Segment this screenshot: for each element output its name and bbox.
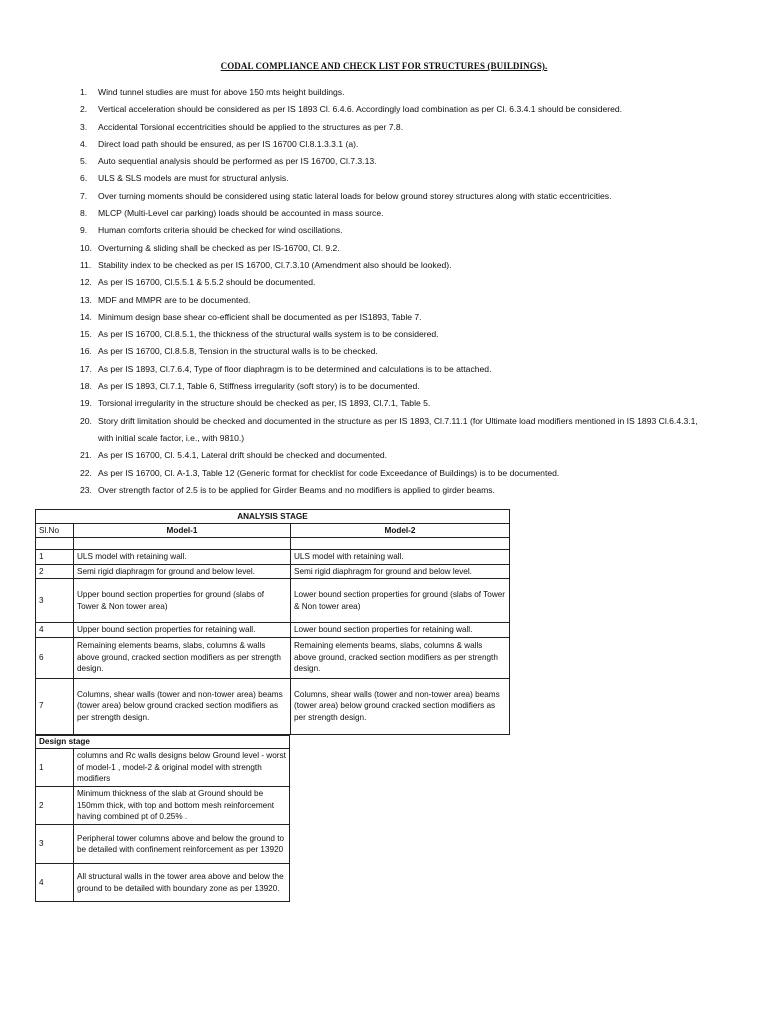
list-item (80, 119, 720, 136)
item-text: Human comforts criteria should be checked for wind oscillations. (98, 225, 343, 236)
item-text: Over strength factor of 2.5 is to be applied for Girder Beams and no modifiers is applied to girder beams. (98, 484, 495, 495)
item-number: 5. (80, 156, 88, 167)
model-2-cell: Semi rigid diaphragm for ground and below level. (291, 564, 510, 579)
item-text: Story drift limitation should be checked and documented in the structure as per IS 1893, Cl.7.11.1 (for Ultimate load modifiers mentioned in IS 1893 Cl.6.4.3.1, with initial scale factor, i.e., with 9810.) (98, 415, 698, 443)
page-title: CODAL COMPLIANCE AND CHECK LIST FOR STRUCTURES (BUILDINGS). (220, 61, 548, 71)
sl-cell: 1 (36, 550, 74, 565)
list-item (80, 361, 720, 378)
model-2-cell: ULS model with retaining wall. (291, 550, 510, 565)
item-text: As per IS 16700, Cl.8.5.8, Tension in the structural walls is to be checked. (98, 346, 378, 357)
item-number: 20. (80, 415, 92, 426)
list-item (80, 395, 720, 412)
table-row (36, 678, 510, 734)
list-item (80, 378, 720, 395)
list-item (80, 240, 720, 257)
item-text: Overturning & sliding shall be checked as per IS-16700, Cl. 9.2. (98, 242, 340, 253)
sl-cell: 2 (36, 564, 74, 579)
item-number: 9. (80, 225, 88, 236)
list-item (80, 482, 720, 499)
model-1-cell: Semi rigid diaphragm for ground and below level. (74, 564, 291, 579)
blank-cell (74, 538, 291, 550)
table-row (36, 825, 290, 864)
list-item (80, 153, 720, 170)
item-number: 15. (80, 329, 92, 340)
item-number: 19. (80, 398, 92, 409)
sl-cell: 2 (36, 787, 74, 825)
list-item (80, 136, 720, 153)
table-row (36, 787, 290, 825)
item-number: 7. (80, 190, 88, 201)
item-number: 11. (80, 259, 92, 270)
list-item (80, 326, 720, 343)
item-text: MDF and MMPR are to be documented. (98, 294, 251, 305)
item-number: 21. (80, 450, 92, 461)
checklist (80, 84, 720, 499)
item-number: 2. (80, 104, 88, 115)
design-stage-table (35, 735, 290, 902)
list-item (80, 170, 720, 187)
model-2-cell: Lower bound section properties for retaining wall. (291, 623, 510, 638)
item-number: 1. (80, 87, 88, 97)
design-text-cell: All structural walls in the tower area above and below the ground to be detailed with boundary zone as per 13920. (74, 864, 290, 902)
item-number: 3. (80, 121, 88, 132)
item-number: 18. (80, 381, 92, 392)
table-title-row (36, 510, 510, 524)
item-text: As per IS 1893, Cl.7.1, Table 6, Stiffness irregularity (soft story) is to be documented. (98, 381, 420, 392)
table-row (36, 623, 510, 638)
blank-cell (36, 538, 74, 550)
list-item (80, 343, 720, 360)
list-item (80, 188, 720, 205)
model-1-cell: Upper bound section properties for retaining wall. (74, 623, 291, 638)
item-number: 6. (80, 173, 88, 184)
list-item (80, 292, 720, 309)
list-item (80, 222, 720, 239)
list-item (80, 257, 720, 274)
sl-cell: 6 (36, 637, 74, 678)
item-text: Minimum design base shear co-efficient shall be documented as per IS1893, Table 7. (98, 311, 422, 322)
table-header-row (36, 524, 510, 538)
sl-cell: 7 (36, 678, 74, 734)
item-number: 17. (80, 363, 92, 374)
sl-cell: 4 (36, 864, 74, 902)
list-item (80, 447, 720, 464)
item-number: 22. (80, 467, 92, 478)
list-item (80, 413, 720, 448)
item-text: Stability index to be checked as per IS 16700, Cl.7.3.10 (Amendment also should be looked). (98, 259, 452, 270)
model-2-cell: Lower bound section properties for ground (slabs of Tower & Non tower area) (291, 579, 510, 623)
item-number: 13. (80, 294, 92, 305)
table-row (36, 749, 290, 787)
item-number: 8. (80, 208, 88, 219)
model-2-cell: Columns, shear walls (tower and non-tower area) beams (tower area) below ground cracked section modifiers as per strength design. (291, 678, 510, 734)
item-text: As per IS 1893, Cl.7.6.4, Type of floor diaphragm is to be determined and calculations is to be attached. (98, 363, 492, 374)
design-stage-title: Design stage (36, 736, 290, 749)
model-2-cell: Remaining elements beams, slabs, columns & walls above ground, cracked section modifiers as per strength design. (291, 637, 510, 678)
item-text: Auto sequential analysis should be performed as per IS 16700, Cl.7.3.13. (98, 156, 377, 167)
sl-cell: 4 (36, 623, 74, 638)
sl-cell: 1 (36, 749, 74, 787)
item-text: Torsional irregularity in the structure should be checked as per, IS 1893, Cl.7.1, Table 5. (98, 398, 431, 409)
item-number: 10. (80, 242, 92, 253)
table-title-row (36, 736, 290, 749)
column-header-sl-no: Sl.No (36, 524, 74, 538)
item-text: MLCP (Multi-Level car parking) loads should be accounted in mass source. (98, 208, 384, 219)
item-number: 16. (80, 346, 92, 357)
design-text-cell: columns and Rc walls designs below Ground level - worst of model-1 , model-2 & original model with strength modifiers (74, 749, 290, 787)
item-text: ULS & SLS models are must for structural anlysis. (98, 173, 289, 184)
item-number: 23. (80, 484, 92, 495)
table-row (36, 564, 510, 579)
item-text: As per IS 16700, Cl. A-1.3, Table 12 (Generic format for checklist for code Exceedance of Buildings) is to be documented. (98, 467, 560, 478)
item-text: As per IS 16700, Cl.5.5.1 & 5.5.2 should be documented. (98, 277, 316, 288)
list-item (80, 101, 720, 118)
item-text: As per IS 16700, Cl.8.5.1, the thickness of the structural walls system is to be considered. (98, 329, 439, 340)
table-row (36, 637, 510, 678)
table-row (36, 550, 510, 565)
list-item (80, 84, 720, 101)
model-1-cell: Columns, shear walls (tower and non-tower area) beams (tower area) below ground cracked section modifiers as per strength design. (74, 678, 291, 734)
list-item (80, 205, 720, 222)
item-text: As per IS 16700, Cl. 5.4.1, Lateral drift should be checked and documented. (98, 450, 388, 461)
table-row (36, 864, 290, 902)
sl-cell: 3 (36, 579, 74, 623)
list-item (80, 465, 720, 482)
item-text: Over turning moments should be considered using static lateral loads for below ground storey structures along with static eccentricities. (98, 190, 612, 201)
analysis-stage-table (35, 509, 510, 735)
model-1-cell: ULS model with retaining wall. (74, 550, 291, 565)
model-1-cell: Upper bound section properties for ground (slabs of Tower & Non tower area) (74, 579, 291, 623)
column-header-model-2: Model-2 (291, 524, 510, 538)
item-text: Accidental Torsional eccentricities should be applied to the structures as per 7.8. (98, 121, 404, 132)
list-item (80, 309, 720, 326)
item-number: 12. (80, 277, 92, 288)
column-header-model-1: Model-1 (74, 524, 291, 538)
sl-cell: 3 (36, 825, 74, 864)
item-number: 4. (80, 138, 88, 149)
item-number: 14. (80, 311, 92, 322)
list-item (80, 274, 720, 291)
table-blank-row (36, 538, 510, 550)
design-text-cell: Peripheral tower columns above and below the ground to be detailed with confinement reinforcement as per 13920 (74, 825, 290, 864)
table-row (36, 579, 510, 623)
design-text-cell: Minimum thickness of the slab at Ground should be 150mm thick, with top and bottom mesh reinforcement having combined pt of 0.25% . (74, 787, 290, 825)
model-1-cell: Remaining elements beams, slabs, columns & walls above ground, cracked section modifiers as per strength design. (74, 637, 291, 678)
item-text: Wind tunnel studies are must for above 150 mts height buildings. (98, 87, 345, 97)
item-text: Direct load path should be ensured, as per IS 16700 Cl.8.1.3.3.1 (a). (98, 138, 359, 149)
blank-cell (291, 538, 510, 550)
item-text: Vertical acceleration should be considered as per IS 1893 Cl. 6.4.6. Accordingly load combination as per Cl. 6.3.4.1 should be considered. (98, 104, 623, 115)
analysis-stage-title: ANALYSIS STAGE (36, 510, 510, 524)
